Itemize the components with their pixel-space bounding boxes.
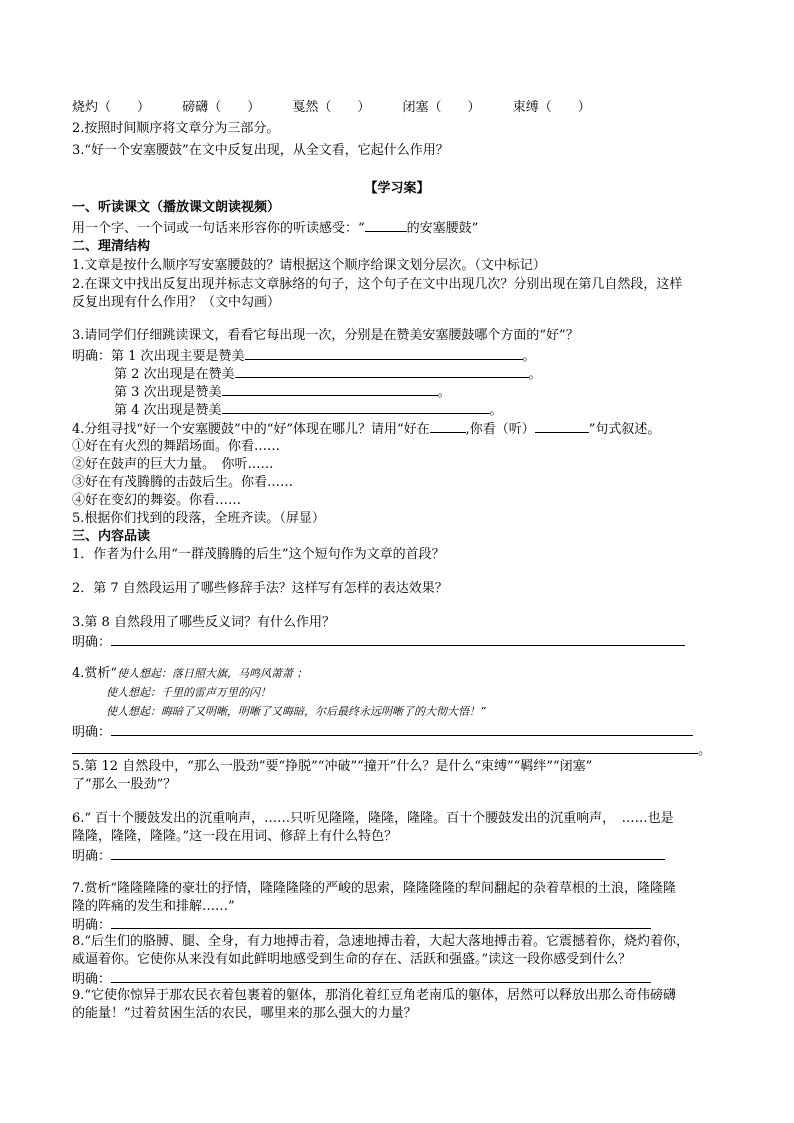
section-1-question xyxy=(72,218,478,237)
s3-question-4 xyxy=(72,665,308,682)
s3-question-7-cont: 隆的阵痛的发生和排解……” xyxy=(72,899,235,914)
vocab-row xyxy=(72,99,591,116)
answer-blank[interactable] xyxy=(365,218,407,232)
list-item: ④好在变幻的舞姿。你看…… xyxy=(72,493,242,508)
answer-line-1 xyxy=(72,346,536,365)
answer-blank[interactable] xyxy=(535,419,589,433)
answer-label: 明确： xyxy=(72,849,112,864)
s3-question-7: 7.赏析“隆隆隆隆的豪壮的抒情，隆隆隆隆的严峻的思索，隆隆隆隆的犁间翻起的杂着草根的土浪，隆隆隆 xyxy=(72,881,677,896)
question-text: 4.赏析“ xyxy=(72,666,118,681)
period: 。 xyxy=(437,385,451,400)
answer-blank[interactable] xyxy=(111,969,651,983)
answer-label: 第 4 次出现是赞美 xyxy=(114,403,222,418)
s3-question-5: 5.第 12 自然段中，“那么一股劲”要“挣脱”“冲破”“撞开”什么？是什么“束缚”“羁绊”“闭塞” xyxy=(72,759,593,774)
s2-question-4 xyxy=(72,419,660,438)
answer-blank[interactable] xyxy=(111,915,651,929)
s2-question-2: 2.在课文中找出反复出现并标志文章脉络的句子，这个句子在文中出现几次？分别出现在第几自然段，这样 xyxy=(72,277,683,292)
pre-question-2: 2.按照时间顺序将文章分为三部分。 xyxy=(72,121,280,136)
section-1-heading: 一、听读课文（播放课文朗读视频） xyxy=(72,200,281,215)
question-text: ,你看（听） xyxy=(465,422,535,437)
list-item: ②好在鼓声的巨大力量。 你听…… xyxy=(72,457,274,472)
question-text: 4.分组寻找“好一个安塞腰鼓”中的“好”体现在哪儿？请用“好在 xyxy=(72,422,430,437)
list-item: ①好在有火烈的舞蹈场面。你看…… xyxy=(72,439,281,454)
answer-blank[interactable] xyxy=(235,364,529,378)
vocab-blank[interactable]: （ ） xyxy=(428,100,481,115)
s3-question-9: 9.“它使你惊异于那农民衣着包裹着的躯体，那消化着红豆角老南瓜的躯体，居然可以释放出那么奇伟磅礴 xyxy=(72,988,677,1003)
answer-row xyxy=(72,915,651,934)
vocab-word: 戛然 xyxy=(292,100,319,115)
answer-line-4 xyxy=(114,400,503,419)
answer-row xyxy=(72,969,651,988)
answer-blank[interactable] xyxy=(111,632,685,646)
period: 。 xyxy=(698,743,712,758)
s3-question-3: 3.第 8 自然段用了哪些反义词？有什么作用？ xyxy=(72,615,335,630)
answer-label: 明确：第 1 次出现主要是赞美 xyxy=(72,349,245,364)
s2-question-2-cont: 反复出现有什么作用？（文中勾画） xyxy=(72,295,281,310)
question-text: 用一个字、一个词或一句话来形容你的听读感受：“ xyxy=(72,221,365,236)
answer-label: 第 3 次出现是赞美 xyxy=(114,385,222,400)
vocab-word: 闭塞 xyxy=(402,100,429,115)
answer-label: 明确： xyxy=(72,635,112,650)
answer-label: 明确： xyxy=(72,725,112,740)
vocab-blank[interactable]: （ ） xyxy=(538,100,591,115)
answer-line-2 xyxy=(114,364,542,383)
answer-label: 明确： xyxy=(72,918,112,933)
answer-row-cont xyxy=(72,740,711,759)
question-text: ”句式叙述。 xyxy=(588,422,661,437)
answer-blank[interactable] xyxy=(222,382,438,396)
s3-question-6: 6.“ 百十个腰鼓发出的沉重响声，……只听见隆隆，隆隆，隆隆。百十个腰鼓发出的沉重响声， ……也是 xyxy=(72,811,674,826)
s3-question-9-cont: 的能量！”过着贫困生活的农民，哪里来的那么强大的力量？ xyxy=(72,1006,417,1021)
pre-question-3: 3.“好一个安塞腰鼓”在文中反复出现，从全文看，它起什么作用？ xyxy=(72,143,449,158)
s3-question-8-cont: 威逼着你。它使你从来没有如此鲜明地感受到生命的存在、活跃和强盛。”读这一段你感受到什么？ xyxy=(72,952,632,967)
answer-blank[interactable] xyxy=(111,722,693,736)
answer-blank[interactable] xyxy=(111,846,665,860)
s3-question-8: 8.“后生们的胳膊、腿、全身，有力地搏击着，急速地搏击着，大起大落地搏击着。它震撼着你，烧灼着你， xyxy=(72,934,690,949)
s3-question-5-cont: 了“那么一股劲”？ xyxy=(72,777,177,792)
s2-question-3: 3.请同学们仔细跳读课文，看看它每出现一次，分别是在赞美安塞腰鼓哪个方面的“好”？ xyxy=(72,328,579,343)
quote-line: 使人想起：晦暗了又明晰，明晰了又晦暗，尔后最终永远明晰了的大彻大悟！” xyxy=(106,705,486,718)
vocab-word: 烧灼 xyxy=(72,100,99,115)
answer-row xyxy=(72,846,665,865)
answer-label: 明确： xyxy=(72,972,112,987)
period: 。 xyxy=(522,349,536,364)
vocab-blank[interactable]: （ ） xyxy=(208,100,261,115)
section-title: 【学习案】 xyxy=(364,181,430,196)
s3-question-6-cont: 隆隆，隆隆，隆隆。”这一段在用词、修辞上有什么特色？ xyxy=(72,829,398,844)
quote-line: 使人想起：落日照大旗，马鸣风萧萧 ； xyxy=(117,667,308,680)
answer-blank[interactable] xyxy=(430,419,466,433)
answer-row xyxy=(72,722,693,741)
vocab-word: 束缚 xyxy=(512,100,539,115)
answer-line-3 xyxy=(114,382,451,401)
vocab-blank[interactable]: （ ） xyxy=(318,100,371,115)
answer-label: 第 2 次出现是在赞美 xyxy=(114,367,235,382)
vocab-word: 磅礴 xyxy=(182,100,209,115)
answer-blank[interactable] xyxy=(222,400,490,414)
answer-blank[interactable] xyxy=(245,346,523,360)
period: 。 xyxy=(528,367,542,382)
question-text: 的安塞腰鼓” xyxy=(406,221,479,236)
answer-blank[interactable] xyxy=(72,740,698,754)
vocab-blank[interactable]: （ ） xyxy=(98,100,151,115)
s2-question-1: 1.文章是按什么顺序写安塞腰鼓的？请根据这个顺序给课文划分层次。（文中标记） xyxy=(72,258,546,273)
section-3-heading: 三、内容品读 xyxy=(72,529,151,544)
s2-question-5: 5.根据你们找到的段落，全班齐读。（屏显） xyxy=(72,511,325,526)
s3-question-2: 2．第 7 自然段运用了哪些修辞手法？这样写有怎样的表达效果？ xyxy=(72,581,448,596)
answer-row xyxy=(72,632,685,651)
s3-question-1: 1．作者为什么用“一群茂腾腾的后生”这个短句作为文章的首段？ xyxy=(72,547,445,562)
list-item: ③好在有茂腾腾的击鼓后生。你看…… xyxy=(72,475,294,490)
period: 。 xyxy=(489,403,503,418)
section-2-heading: 二、理清结构 xyxy=(72,239,151,254)
quote-line: 使人想起：千里的雷声万里的闪！ xyxy=(106,686,271,699)
